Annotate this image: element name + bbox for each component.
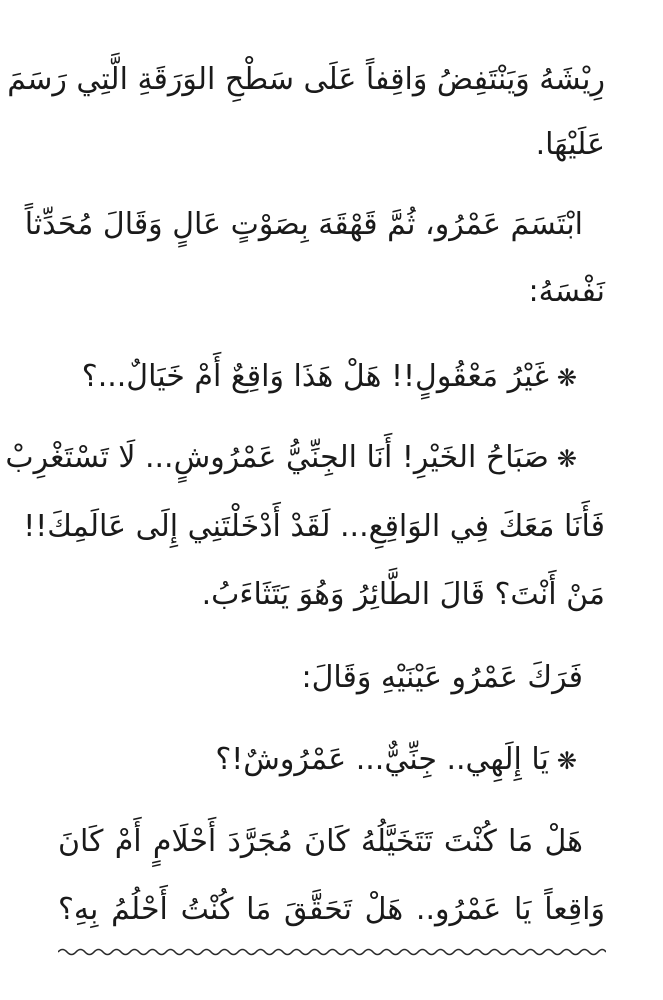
paragraph-5: فَرَكَ عَمْرُو عَيْنَيْهِ وَقَالَ: xyxy=(301,660,583,695)
wavy-divider xyxy=(58,945,606,959)
paragraph-3-text: غَيْرُ مَعْقُولٍ!! هَلْ هَذَا وَاقِعٌ أَمْ خَيَالٌ...؟ xyxy=(81,359,549,394)
bullet-icon: ❋ xyxy=(556,747,577,775)
bullet-icon: ❋ xyxy=(556,364,577,392)
paragraph-7-line-2: وَاقِعاً يَا عَمْرُو.. هَلْ تَحَقَّقَ مَا كُنْتُ أَحْلُمُ بِهِ؟ xyxy=(58,892,605,927)
bullet-icon: ❋ xyxy=(556,445,577,473)
paragraph-6 xyxy=(215,740,577,781)
paragraph-3 xyxy=(82,357,577,398)
paragraph-6-text: يَا إِلَهِي.. جِنِّيٌّ... عَمْرُوشٌ!؟ xyxy=(215,742,549,777)
paragraph-4-line-3: مَنْ أَنْتَ؟ قَالَ الطَّائِرُ وَهُوَ يَتَثَاءَبُ. xyxy=(201,577,605,612)
paragraph-4-line-1 xyxy=(5,438,577,479)
paragraph-7-line-1: هَلْ مَا كُنْتَ تَتَخَيَّلُهُ كَانَ مُجَرَّدَ أَحْلَامٍ أَمْ كَانَ xyxy=(58,824,583,859)
paragraph-1-line-2: عَلَيْهَا. xyxy=(535,127,605,162)
paragraph-4-line-2: فَأَنَا مَعَكَ فِي الوَاقِعِ... لَقَدْ أَدْخَلْتَنِي إِلَى عَالَمِكَ!! xyxy=(23,509,605,544)
paragraph-1-line-1: رِيْشَهُ وَيَنْتَفِضُ وَاقِفاً عَلَى سَطْحِ الوَرَقَةِ الَّتِي رَسَمَ xyxy=(7,62,605,97)
paragraph-2-line-2: نَفْسَهُ: xyxy=(528,274,605,309)
paragraph-4-line-1-text: صَبَاحُ الخَيْرِ! أَنَا الجِنِّيُّ عَمْرُوشٍ... لَا تَسْتَغْرِبْ xyxy=(5,440,549,475)
paragraph-2-line-1: ابْتَسَمَ عَمْرُو، ثُمَّ قَهْقَهَ بِصَوْتٍ عَالٍ وَقَالَ مُحَدِّثاً xyxy=(24,207,583,242)
